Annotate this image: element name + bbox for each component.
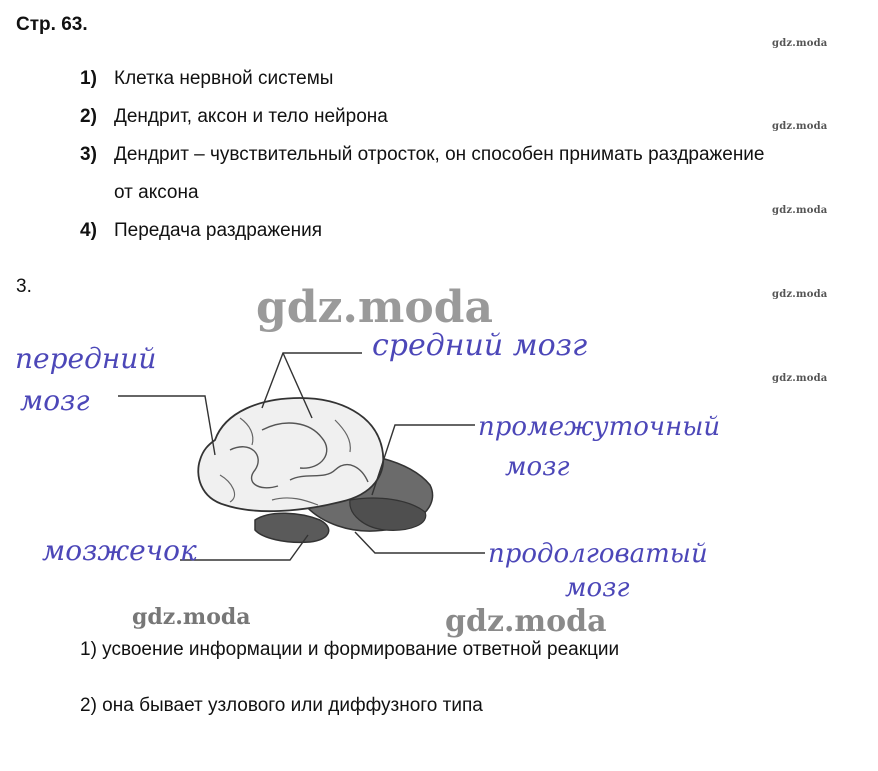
list-item [80,144,765,166]
label-forebrain-line2: мозг [20,384,90,417]
label-medulla-line1: продолговатый [488,539,708,569]
leader-line-forebrain [118,396,215,455]
section-number: 3. [16,276,32,297]
watermark: gdz.moda [772,121,828,132]
label-intermediate-line1: промежуточный [478,412,721,442]
item-number: 1) [80,68,97,89]
answer-2: 2) она бывает узлового или диффузного типа [80,695,483,716]
watermark: gdz.moda [132,604,251,630]
watermark: gdz.moda [772,373,828,384]
watermark-large: gdz.moda [256,282,494,333]
item-text: Дендрит, аксон и тело нейрона [114,106,388,127]
item-text: от аксона [114,182,199,203]
list-item [80,220,322,242]
item-number: 4) [80,220,97,241]
label-cerebellum: мозжечок [42,534,197,567]
answer-1: 1) усвоение информации и формирование ответной реакции [80,639,620,660]
leader-line-medulla [355,532,485,553]
item-number: 3) [80,144,97,165]
label-forebrain-line1: передний [15,342,157,375]
label-midbrain: средний мозг [372,328,588,363]
watermark: gdz.moda [772,205,828,216]
brain-illustration [198,398,432,542]
brain-diagram [0,300,878,610]
list-item [80,106,388,128]
item-number: 2) [80,106,97,127]
list-item [80,68,333,90]
watermark: gdz.moda [445,604,607,639]
item-text: Клетка нервной системы [114,68,334,89]
list-item-continuation [80,182,199,204]
watermark: gdz.moda [772,289,828,300]
item-text: Передача раздражения [114,220,323,241]
item-text: Дендрит – чувствительный отросток, он способен прнимать раздражение [114,144,765,165]
label-intermediate-line2: мозг [505,452,570,482]
label-medulla-line2: мозг [565,573,630,603]
page-title: Стр. 63. [16,14,88,35]
watermark: gdz.moda [772,38,828,49]
